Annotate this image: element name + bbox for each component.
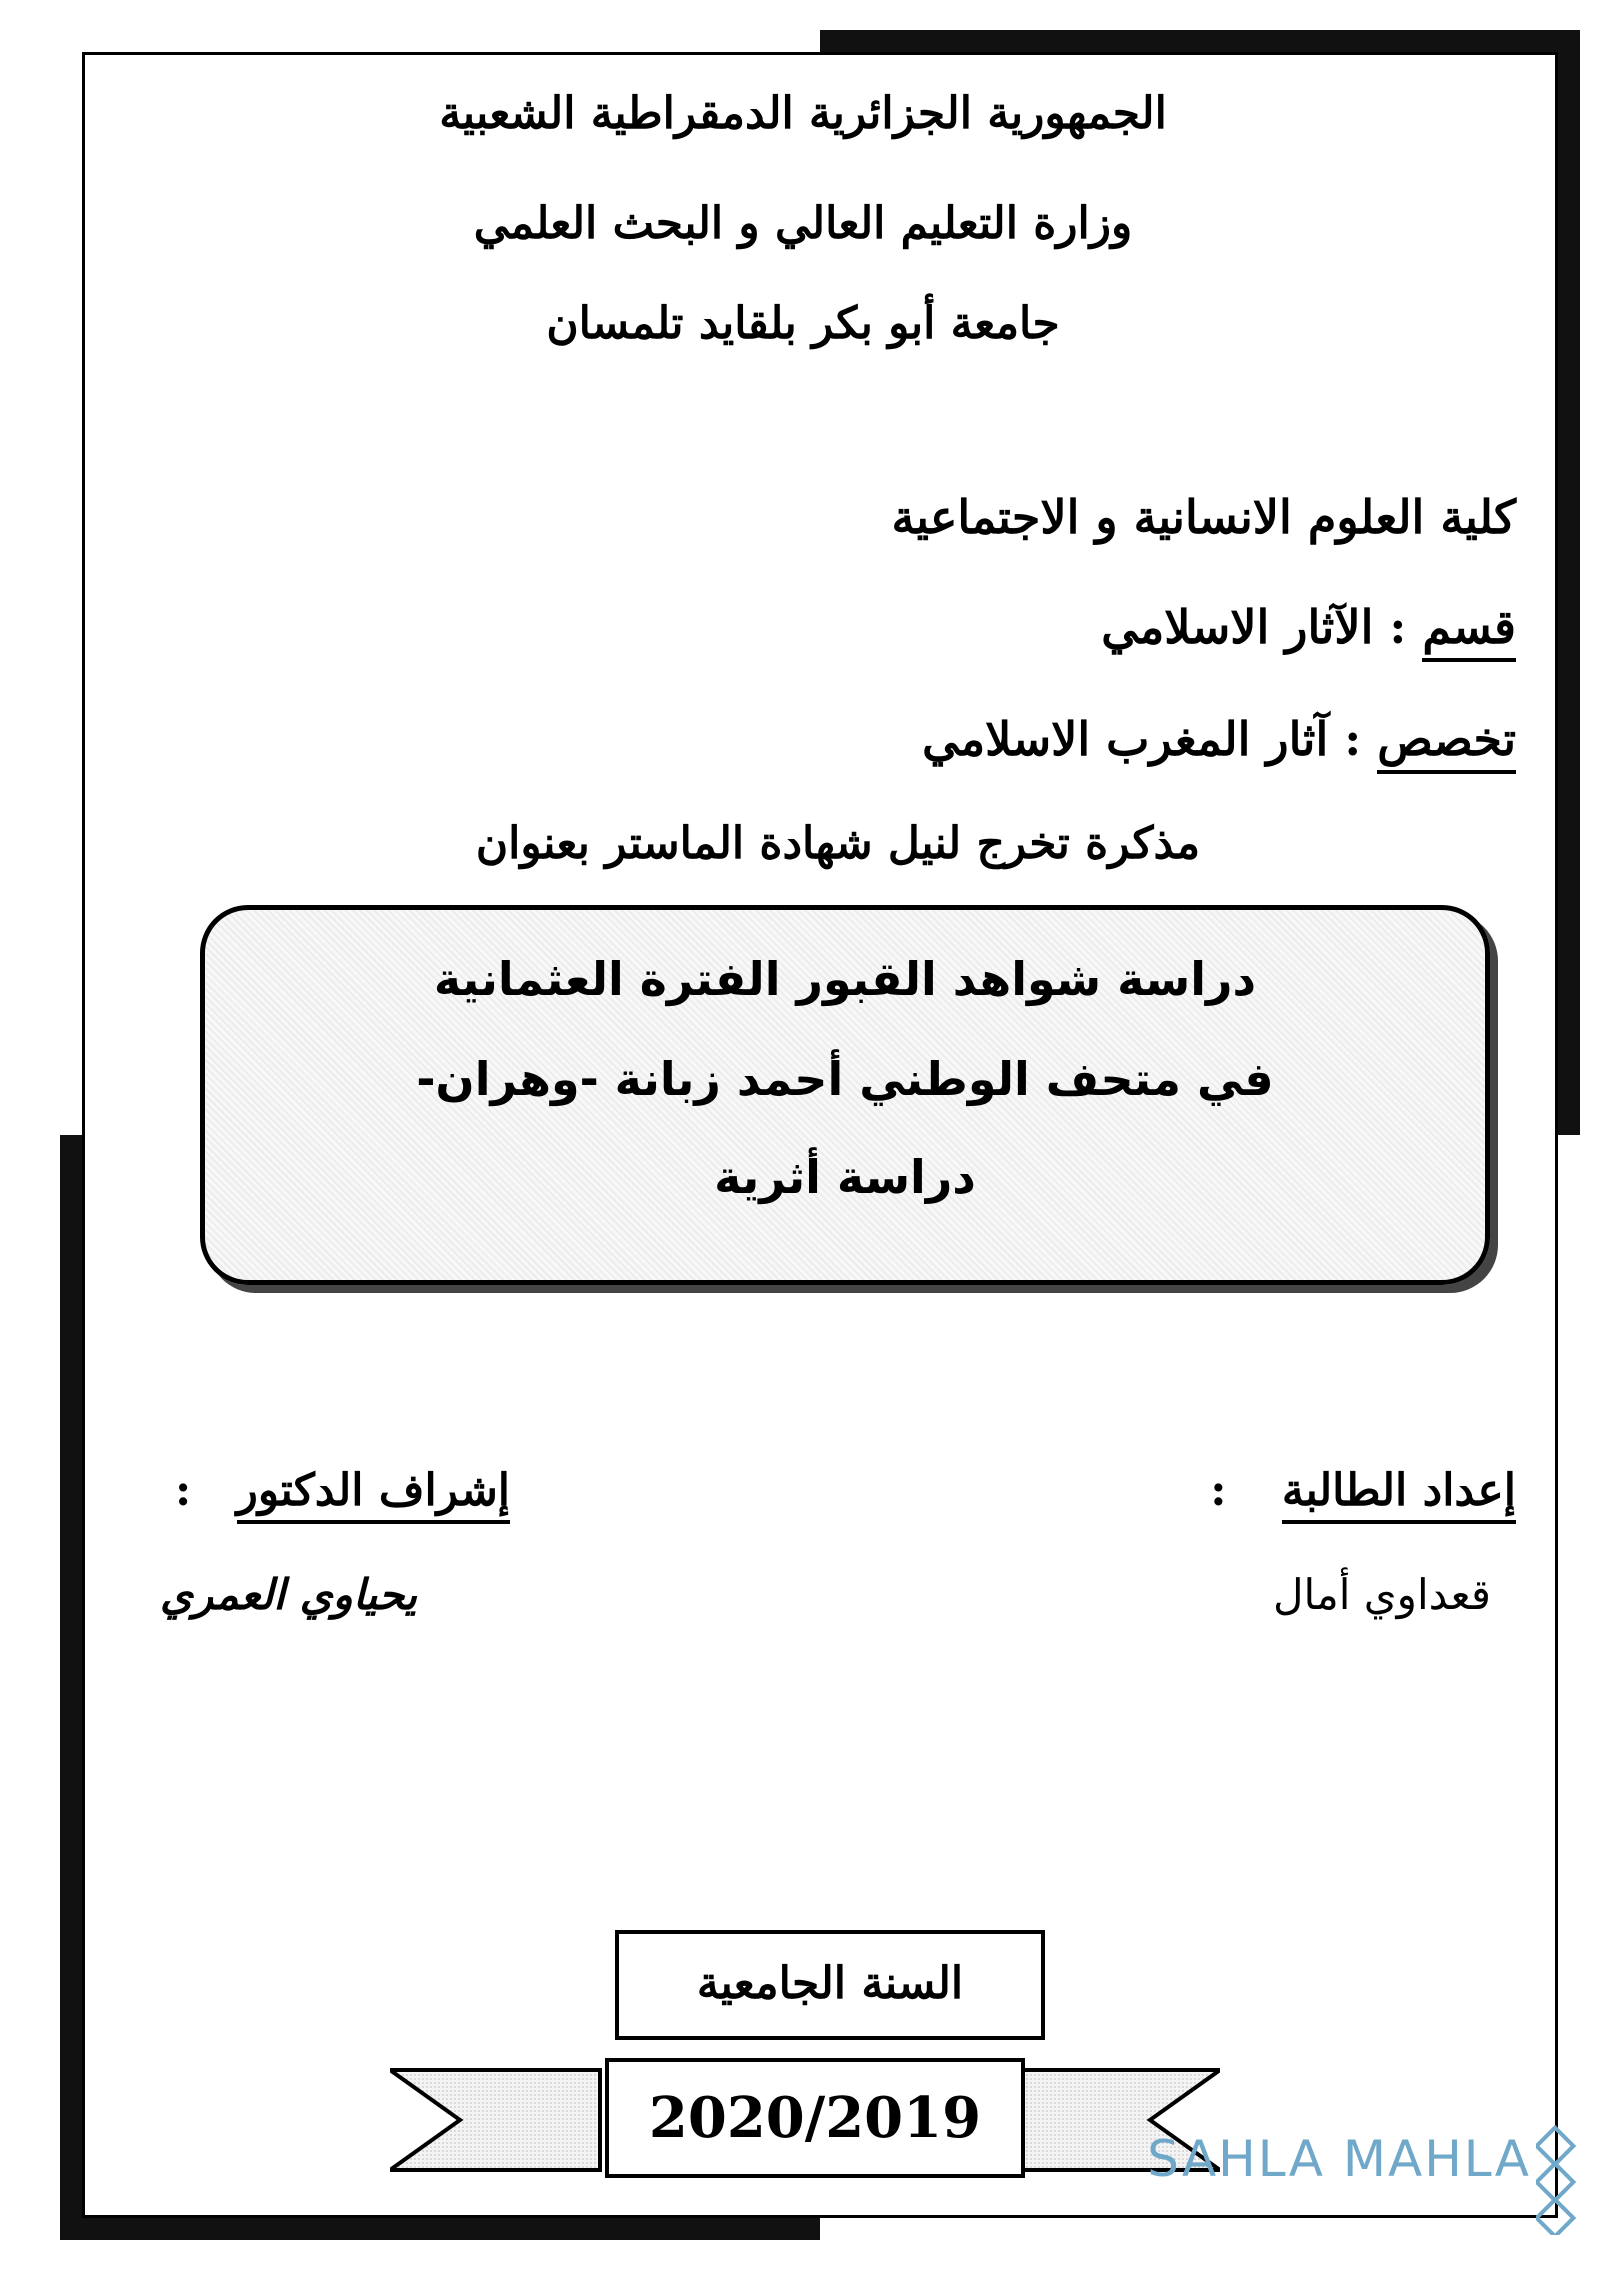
specialty-value: : آثار المغرب الاسلامي [922, 712, 1362, 766]
department-label: قسم [1422, 600, 1516, 662]
department-line [1101, 600, 1516, 654]
specialty-label: تخصص [1377, 712, 1516, 774]
faculty-line: كلية العلوم الانسانية و الاجتماعية [891, 490, 1516, 544]
student-colon: : [1210, 1465, 1227, 1516]
student-label: إعداد الطالبة [1282, 1465, 1516, 1524]
supervisor-colon: : [175, 1465, 192, 1516]
academic-year-value: 2020/2019 [605, 2058, 1025, 2178]
student-label-line [1210, 1465, 1516, 1516]
sahla-mahla-logo-icon [1536, 2125, 1576, 2235]
thesis-title-line1: دراسة شواهد القبور الفترة العثمانية [433, 952, 1257, 1006]
memo-intro: مذكرة تخرج لنيل شهادة الماستر بعنوان [475, 818, 1201, 869]
ministry-header: وزارة التعليم العالي و البحث العلمي [473, 198, 1133, 249]
university-header: جامعة أبو بكر بلقايد تلمسان [546, 298, 1060, 349]
department-value: : الآثار الاسلامي [1101, 600, 1407, 654]
watermark-text: SAHLA MAHLA [1147, 2130, 1531, 2188]
thesis-title-box [200, 905, 1490, 1285]
thesis-title-line2: في متحف الوطني أحمد زبانة -وهران- [416, 1052, 1274, 1106]
republic-header: الجمهورية الجزائرية الدمقراطية الشعبية [439, 88, 1167, 139]
thesis-title-line3: دراسة أثرية [714, 1150, 976, 1204]
supervisor-name: يحياوي العمري [160, 1570, 418, 1619]
supervisor-label: إشراف الدكتور [237, 1465, 510, 1524]
specialty-line [922, 712, 1516, 766]
supervisor-label-line [175, 1465, 510, 1516]
student-name: قعداوي أمال [1272, 1570, 1491, 1619]
academic-year-label: السنة الجامعية [615, 1930, 1045, 2040]
